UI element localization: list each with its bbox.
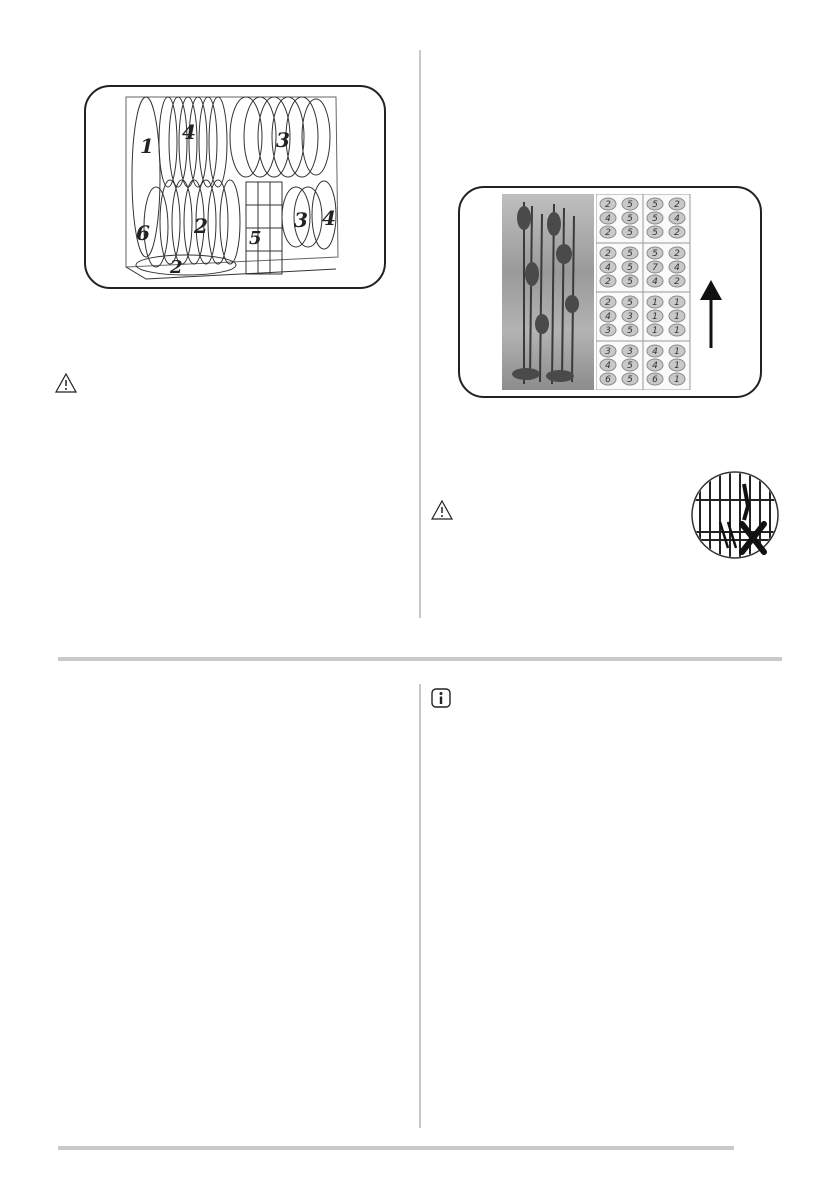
grid-slot-number: 4 [674,263,680,273]
grid-slot-number: 4 [605,312,611,322]
cutlery-grid [596,194,696,390]
grid-slot-number: 2 [674,249,680,259]
grid-slot-number: 4 [652,361,658,371]
basket-label-2b: 2 [170,257,183,278]
basket-label-4: 4 [182,120,196,144]
grid-slot-number: 1 [652,326,658,336]
grid-slot-number: 4 [605,361,611,371]
grid-slot-number: 1 [674,312,680,322]
grid-slot-number: 4 [605,214,611,224]
grid-slot-number: 1 [674,347,680,357]
grid-slot-number: 4 [605,263,611,273]
up-arrow-icon [698,278,724,350]
grid-slot-number: 5 [627,375,633,385]
grid-slot-number: 2 [605,228,611,238]
cutlery-basket-figure [458,186,762,398]
grid-slot-number: 5 [627,277,633,287]
grid-slot-number: 1 [652,312,658,322]
grid-slot-number: 1 [674,361,680,371]
grid-slot-number: 1 [674,375,680,385]
grid-slot-number: 5 [652,228,658,238]
basket-label-6: 6 [136,221,150,245]
grid-slot-number: 5 [627,263,633,273]
lower-basket-drawing [86,87,384,287]
grid-slot-number: 3 [627,347,633,357]
warning-triangle-icon [430,499,454,521]
basket-label-3b: 3 [294,208,308,232]
section-rule [58,657,782,661]
column-divider-bottom [419,684,421,1128]
lower-basket-figure [84,85,386,289]
grid-slot-number: 4 [652,277,658,287]
grid-slot-number: 6 [652,375,658,385]
cutlery-not-allowed-icon [690,470,780,560]
grid-slot-number: 5 [627,361,633,371]
grid-slot-number: 1 [674,326,680,336]
grid-slot-number: 5 [652,200,658,210]
warning-triangle-icon [54,372,78,394]
grid-slot-number: 4 [652,347,658,357]
grid-slot-number: 3 [627,312,633,322]
info-icon [431,688,451,708]
grid-slot-number: 1 [674,298,680,308]
column-divider-top [419,50,421,618]
grid-slot-number: 2 [605,249,611,259]
basket-label-3: 3 [276,128,290,152]
footer-rule [58,1146,734,1150]
grid-slot-number: 2 [605,277,611,287]
grid-slot-number: 5 [627,228,633,238]
basket-label-2: 2 [194,214,208,238]
grid-slot-number: 4 [674,214,680,224]
basket-label-5: 5 [249,228,262,249]
grid-slot-number: 5 [652,214,658,224]
grid-slot-number: 2 [605,298,611,308]
grid-slot-number: 2 [605,200,611,210]
grid-slot-number: 5 [627,200,633,210]
cutlery-photo [502,194,594,390]
grid-slot-number: 7 [652,263,658,273]
grid-slot-number: 2 [674,200,680,210]
grid-slot-number: 1 [652,298,658,308]
basket-label-4b: 4 [322,206,336,230]
grid-slot-number: 5 [627,326,633,336]
grid-slot-number: 5 [627,214,633,224]
grid-slot-number: 2 [674,228,680,238]
grid-slot-number: 5 [627,298,633,308]
basket-label-1: 1 [140,134,154,158]
grid-slot-number: 6 [605,375,611,385]
grid-slot-number: 3 [605,347,611,357]
grid-slot-number: 5 [652,249,658,259]
grid-slot-number: 3 [605,326,611,336]
grid-slot-number: 5 [627,249,633,259]
grid-slot-number: 2 [674,277,680,287]
